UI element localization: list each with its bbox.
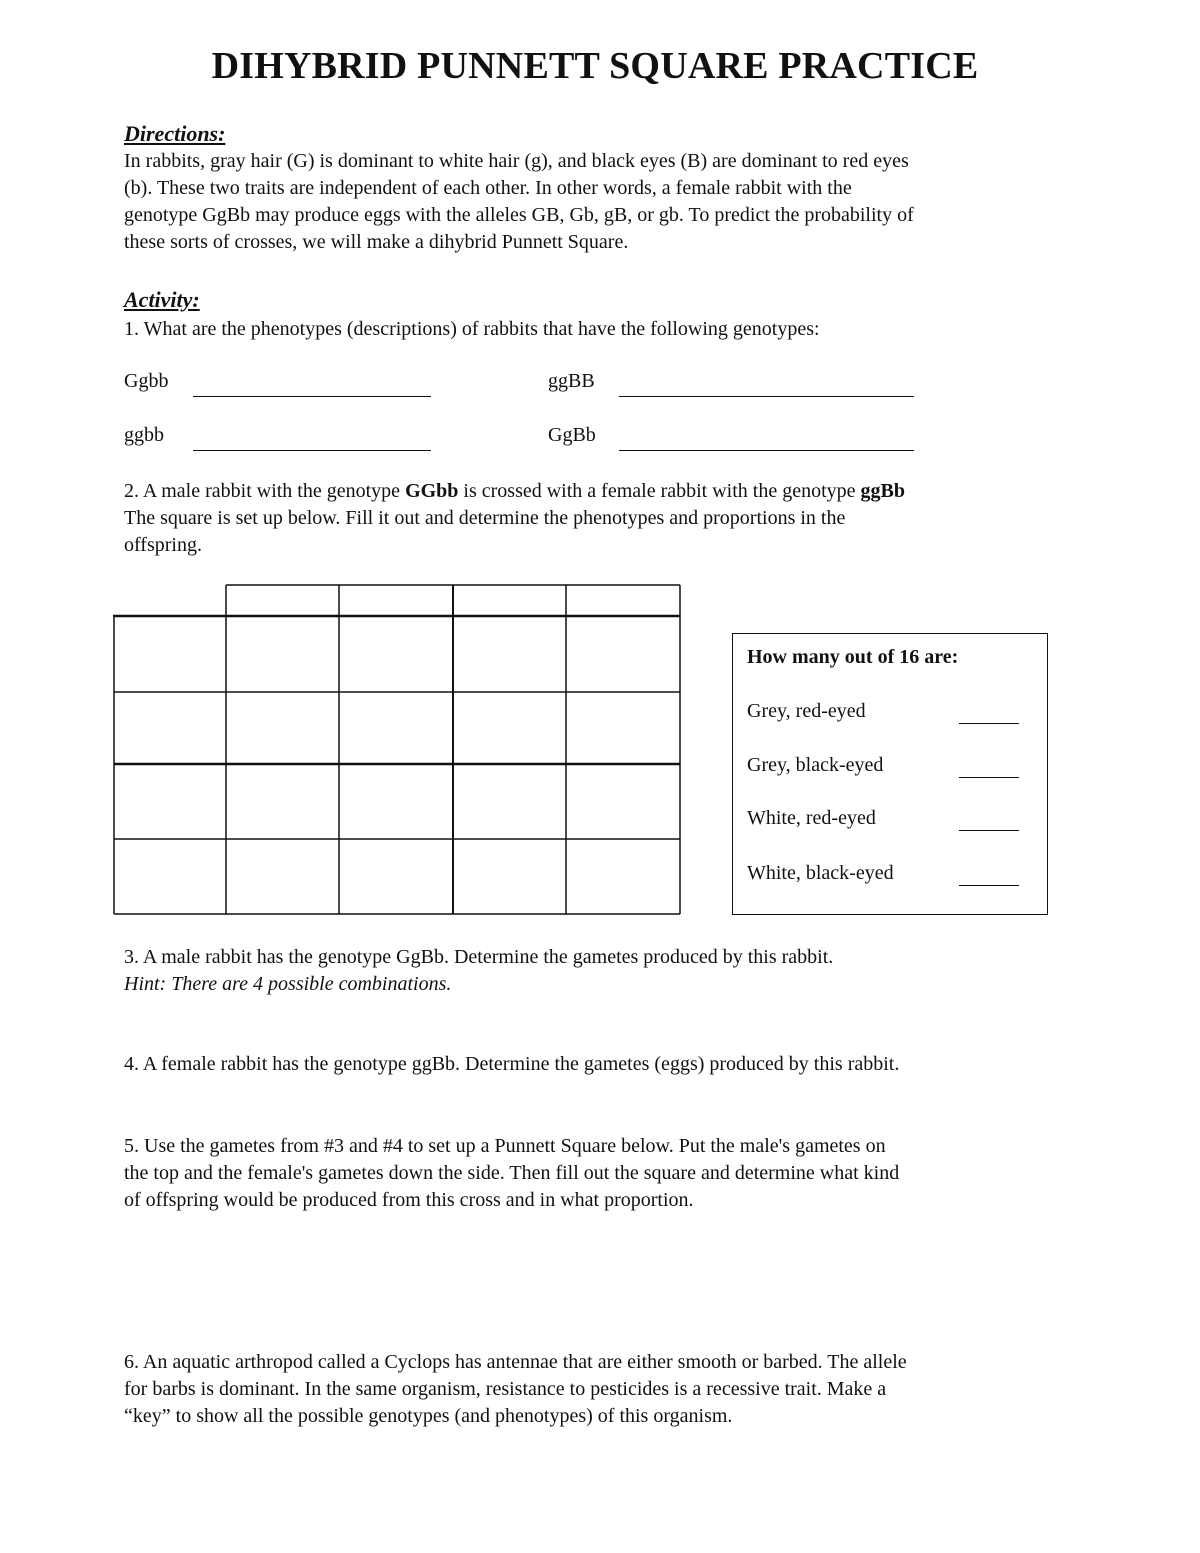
question-3-hint: Hint: There are 4 possible combinations. [124,973,452,995]
count-blank[interactable] [959,830,1019,831]
directions-line: genotype GgBb may produce eggs with the alleles GB, Gb, gB, or gb. To predict the probability of [124,204,914,226]
phenotype-count-box [732,633,1048,915]
phenotype-label: Grey, black-eyed [747,754,884,776]
count-blank[interactable] [959,723,1019,724]
phenotype-label: Grey, red-eyed [747,700,866,722]
question-2-text: 2. A male rabbit with the genotype [124,480,406,502]
phenotype-label: White, black-eyed [747,862,894,884]
box-title: How many out of 16 are: [747,646,959,668]
question-5-line: of offspring would be produced from this cross and in what proportion. [124,1189,694,1211]
answer-blank[interactable] [619,450,914,451]
answer-blank[interactable] [193,396,431,397]
question-2-text: is crossed with a female rabbit with the genotype [458,480,861,502]
question-6-line: 6. An aquatic arthropod called a Cyclops has antennae that are either smooth or barbed. The allele [124,1351,907,1373]
genotype-label: ggbb [124,424,164,446]
genotype-label: GgBb [548,424,596,446]
question-5-line: the top and the female's gametes down the side. Then fill out the square and determine what kind [124,1162,900,1184]
question-6-line: “key” to show all the possible genotypes (and phenotypes) of this organism. [124,1405,733,1427]
question-2-line: offspring. [124,534,202,556]
directions-line: these sorts of crosses, we will make a dihybrid Punnett Square. [124,231,629,253]
count-blank[interactable] [959,777,1019,778]
count-blank[interactable] [959,885,1019,886]
question-4: 4. A female rabbit has the genotype ggBb. Determine the gametes (eggs) produced by this rabbit. [124,1053,900,1075]
question-5-line: 5. Use the gametes from #3 and #4 to set up a Punnett Square below. Put the male's gametes on [124,1135,886,1157]
genotype-label: ggBB [548,370,595,392]
question-2-line: The square is set up below. Fill it out and determine the phenotypes and proportions in the [124,507,846,529]
phenotype-label: White, red-eyed [747,807,876,829]
directions-line: In rabbits, gray hair (G) is dominant to white hair (g), and black eyes (B) are dominant to red eyes [124,150,909,172]
question-1: 1. What are the phenotypes (descriptions) of rabbits that have the following genotypes: [124,318,820,340]
male-genotype: GGbb [405,480,459,502]
activity-heading: Activity: [124,287,200,312]
answer-blank[interactable] [619,396,914,397]
question-6-line: for barbs is dominant. In the same organism, resistance to pesticides is a recessive trait. Make a [124,1378,887,1400]
punnett-square [113,584,681,915]
answer-blank[interactable] [193,450,431,451]
question-2 [124,478,905,505]
question-3: 3. A male rabbit has the genotype GgBb. Determine the gametes produced by this rabbit. [124,946,834,968]
genotype-label: Ggbb [124,370,169,392]
page-title: DIHYBRID PUNNETT SQUARE PRACTICE [211,45,979,87]
directions-heading: Directions: [124,121,226,146]
female-genotype: ggBb [860,480,905,502]
directions-line: (b). These two traits are independent of each other. In other words, a female rabbit with the [124,177,852,199]
